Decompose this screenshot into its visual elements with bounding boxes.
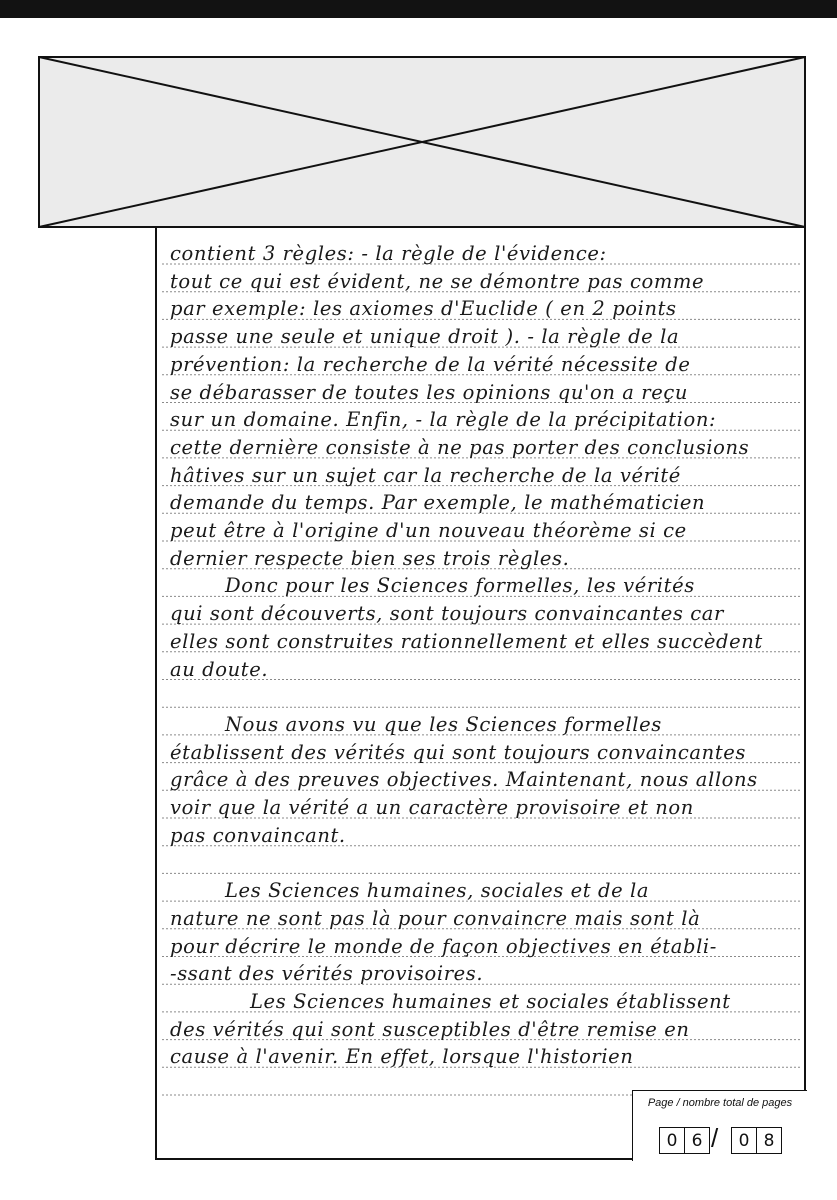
text-line: dernier respecte bien ses trois règles. [170, 546, 570, 570]
text-line: peut être à l'origine d'un nouveau théorème si ce [170, 519, 687, 542]
text-line: cette dernière consiste à ne pas porter des conclusions [170, 435, 750, 459]
text-line: Nous avons vu que les Sciences formelles [225, 712, 662, 736]
text-line: hâtives sur un sujet car la recherche de la vérité [170, 463, 681, 487]
text-line: sur un domaine. Enfin, - la règle de la précipitation: [170, 408, 717, 432]
current-page-digit: 0 [666, 1131, 678, 1151]
text-line: cause à l'avenir. En effet, lorsque l'historien [170, 1045, 634, 1069]
text-line: Les Sciences humaines et sociales établissent [250, 989, 731, 1013]
text-line: par exemple: les axiomes d'Euclide ( en 2 points [170, 297, 677, 321]
text-line: se débarasser de toutes les opinions qu'on a reçu [170, 380, 689, 404]
page-separator: / [711, 1123, 719, 1153]
text-line: au doute. [170, 657, 269, 681]
text-line: tout ce qui est évident, ne se démontre pas comme [170, 269, 705, 293]
total-page-digit: 8 [756, 1128, 781, 1153]
text-line: établissent des vérités qui sont toujours convaincantes [170, 740, 747, 764]
text-line: elles sont construites rationnellement et elles succèdent [170, 629, 763, 653]
text-line: -ssant des vérités provisoires. [170, 962, 484, 986]
total-pages-cells [731, 1127, 782, 1154]
text-line: nature ne sont pas là pour convaincre mais sont là [170, 906, 701, 930]
current-page-cells [659, 1127, 710, 1154]
text-line: des vérités qui sont susceptibles d'être remise en [170, 1017, 690, 1041]
total-page-digit: 0 [738, 1131, 750, 1151]
text-line: pas convaincant. [170, 823, 346, 847]
text-line: pour décrire le monde de façon objectives en établi- [170, 934, 717, 958]
text-line: demande du temps. Par exemple, le mathématicien [170, 491, 706, 515]
text-line: Donc pour les Sciences formelles, les vérités [225, 574, 695, 598]
text-line: Les Sciences humaines, sociales et de la [225, 879, 650, 903]
text-line: contient 3 règles: - la règle de l'évidence: [170, 242, 607, 265]
text-line: voir que la vérité a un caractère provisoire et non [170, 796, 694, 819]
page-number-box [632, 1090, 807, 1161]
current-page-digit: 6 [684, 1128, 709, 1153]
text-line: grâce à des preuves objectives. Maintenant, nous allons [170, 768, 758, 792]
text-line: prévention: la recherche de la vérité nécessite de [170, 352, 691, 376]
text-line: qui sont découverts, sont toujours convaincantes car [170, 602, 724, 626]
text-line: passe une seule et unique droit ). - la règle de la [170, 325, 680, 349]
page-number-label: Page / nombre total de pages [647, 1097, 793, 1109]
